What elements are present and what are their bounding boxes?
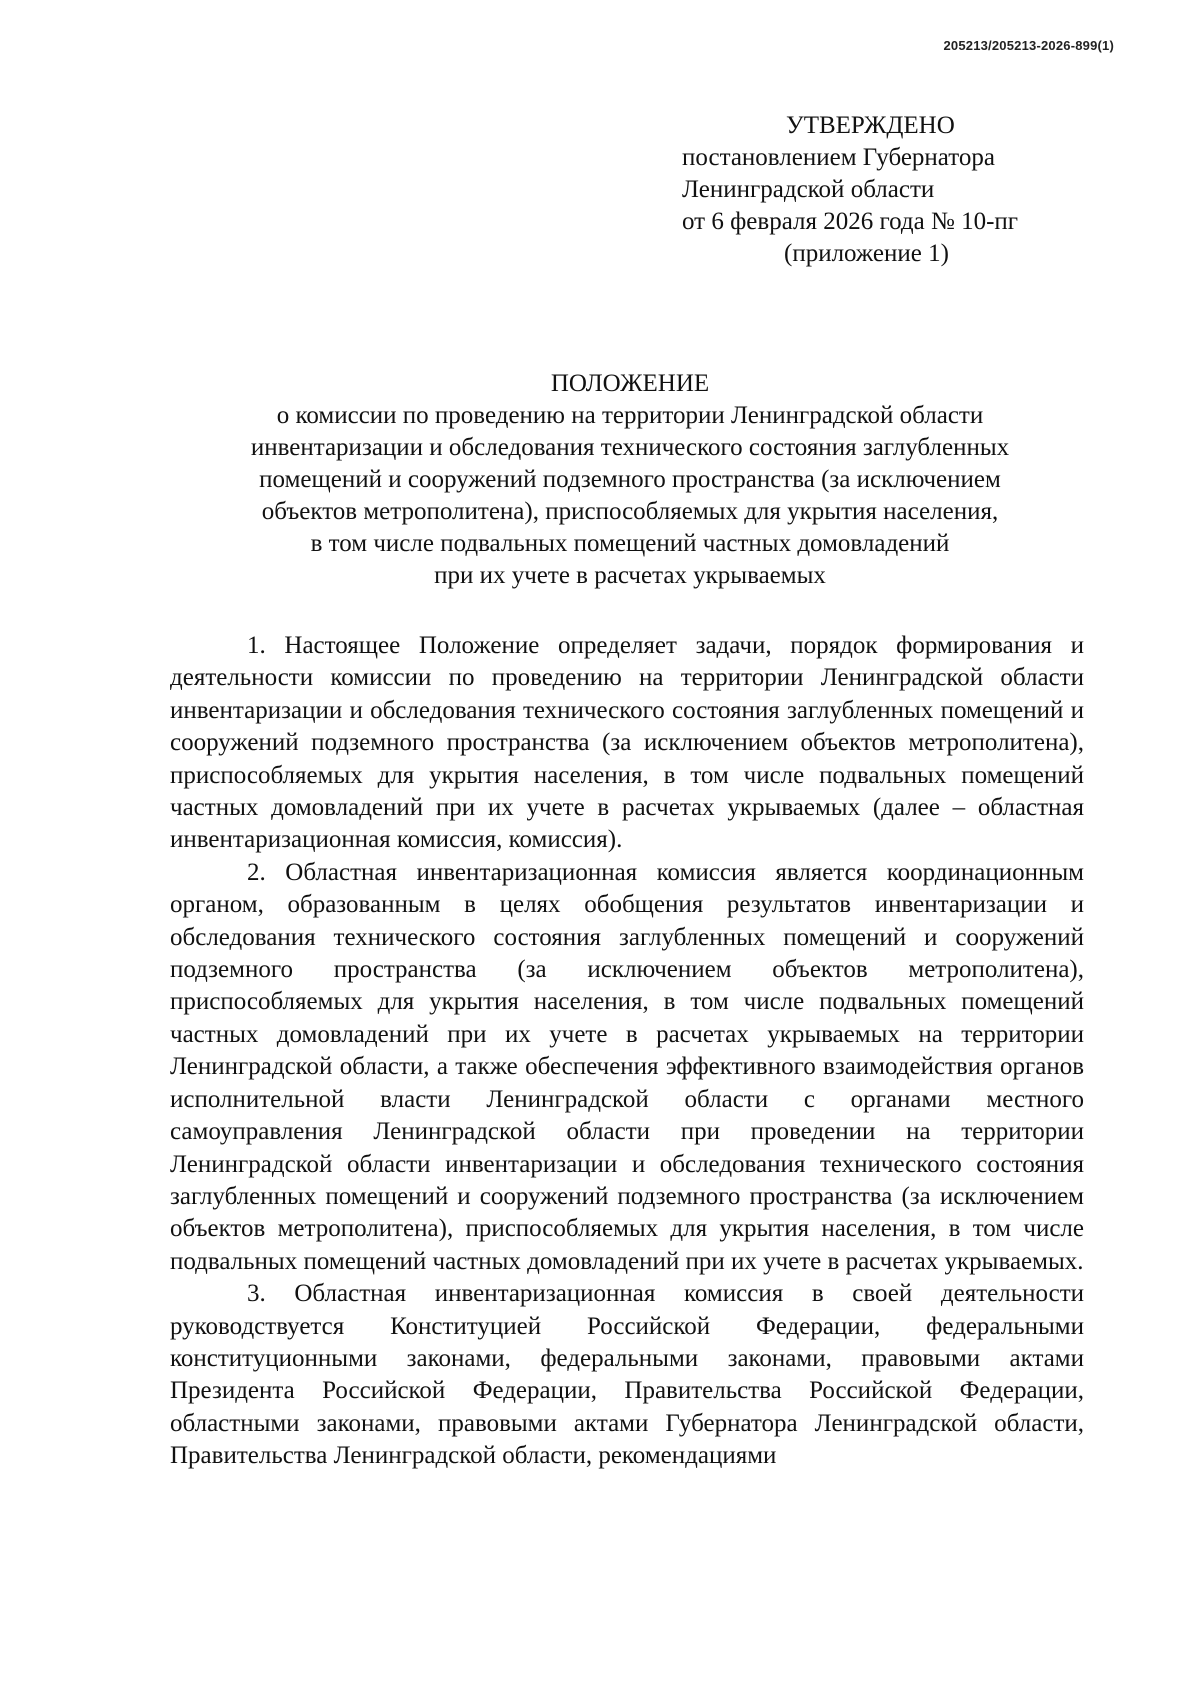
document-body [170,630,1084,1473]
approval-line-1: постановлением Губернатора [682,144,995,171]
title-heading: ПОЛОЖЕНИЕ [550,370,710,397]
paragraph-3: 3. Областная инвентаризационная комиссия в своей деятельности руководствуется Конституцией Российской Федерации, федеральными конституционными законами, федеральными законами, правовыми актами Президента Российской Федерации, Правительства Российской Федерации, областными законами, правовыми актами Губернатора Ленинградской области, Правительства Ленинградской области, рекомендациями [170,1280,1084,1470]
paragraph-2: 2. Областная инвентаризационная комиссия является координационным органом, образованным в целях обобщения результатов инвентаризации и обследования технического состояния заглубленных помещений и сооружений подземного пространства (за исключением объектов метрополитена), приспособляемых для укрытия населения, в том числе подвальных помещений частных домовладений при их учете в расчетах укрываемых на территории Ленинградской области, а также обеспечения эффективного взаимодействия органов исполнительной власти Ленинградской области с органами местного самоуправления Ленинградской области при проведении на территории Ленинградской области инвентаризации и обследования технического состояния заглубленных помещений и сооружений подземного пространства (за исключением объектов метрополитена), приспособляемых для укрытия населения, в том числе подвальных помещений частных домовладений при их учете в расчетах укрываемых. [170,858,1084,1275]
approval-block [682,110,1102,270]
title-line-3: помещений и сооружений подземного пространства (за исключением [259,466,1001,493]
title-line-6: при их учете в расчетах укрываемых [434,562,826,589]
approval-stamp: УТВЕРЖДЕНО [786,112,955,139]
approval-line-3: от 6 февраля 2026 года № 10-пг [682,208,1019,235]
document-registration-number: 205213/205213-2026-899(1) [943,38,1114,53]
document-title [170,368,1090,592]
approval-annex: (приложение 1) [784,240,949,267]
approval-line-2: Ленинградской области [682,176,935,203]
title-line-5: в том числе подвальных помещений частных домовладений [310,530,950,557]
paragraph-1: 1. Настоящее Положение определяет задачи, порядок формирования и деятельности комиссии по проведению на территории Ленинградской области инвентаризации и обследования технического состояния заглубленных помещений и сооружений подземного пространства (за исключением объектов метрополитена), приспособляемых для укрытия населения, в том числе подвальных помещений частных домовладений при их учете в расчетах укрываемых (далее – областная инвентаризационная комиссия, комиссия). [170,632,1084,854]
title-line-2: инвентаризации и обследования технического состояния заглубленных [250,434,1010,461]
title-line-4: объектов метрополитена), приспособляемых для укрытия населения, [261,498,999,525]
title-line-1: о комиссии по проведению на территории Ленинградской области [276,402,984,429]
